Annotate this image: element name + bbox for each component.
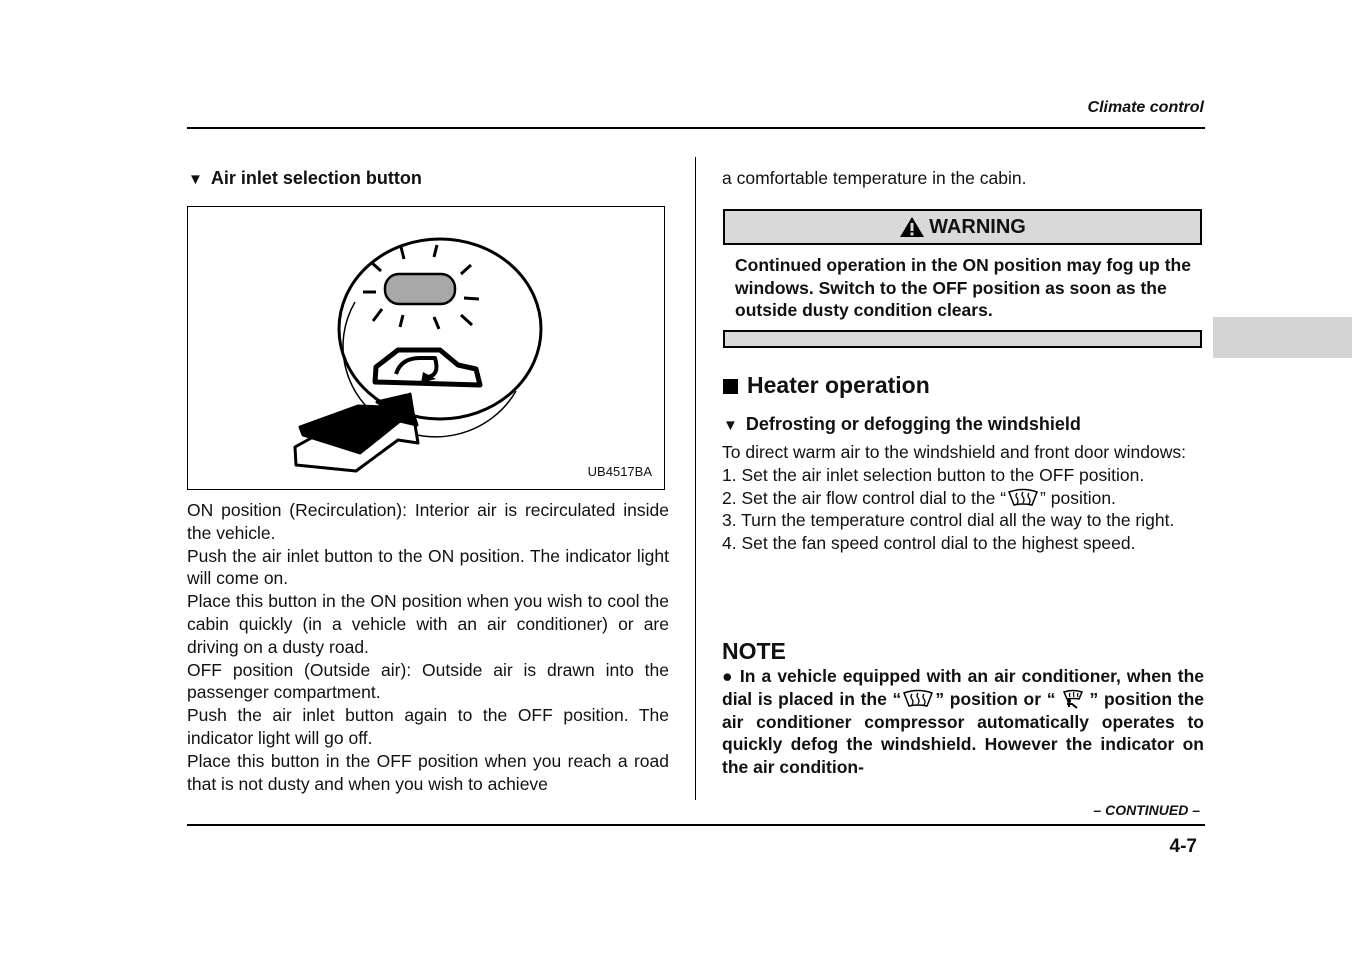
note-body <box>722 665 1204 779</box>
warning-bar <box>723 209 1202 245</box>
defrost-subheading-text: Defrosting or defogging the windshield <box>745 414 1081 434</box>
warning-end-bar <box>723 330 1202 348</box>
paragraph: Place this button in the ON position when you wish to cool the cabin quickly (in a vehicle with an air conditioner) or are driving on a dusty road. <box>187 591 669 657</box>
left-body-text <box>187 499 669 795</box>
triangle-marker-icon: ▼ <box>723 417 738 434</box>
defrost-steps <box>722 441 1204 555</box>
note-text <box>722 665 1204 779</box>
warning-triangle-icon <box>899 216 925 238</box>
paragraph: Place this button in the OFF position when you reach a road that is not dusty and when you wish to achieve <box>187 750 669 794</box>
step-3: 3. Turn the temperature control dial all the way to the right. <box>722 510 1175 531</box>
chapter-thumb-tab <box>1213 317 1352 358</box>
air-inlet-subheading <box>188 168 422 189</box>
note-heading: NOTE <box>722 638 786 664</box>
note-text-b: ” position or “ <box>935 688 1056 709</box>
air-inlet-button-illustration <box>188 207 664 489</box>
heater-operation-heading <box>723 372 930 399</box>
paragraph: ON position (Recirculation): Interior air is recirculated inside the vehicle. <box>187 500 669 543</box>
paragraph: Push the air inlet button to the ON position. The indicator light will come on. <box>187 545 669 589</box>
figure-code: UB4517BA <box>587 464 652 479</box>
defrost-floor-icon <box>1056 689 1090 709</box>
continued-sentence: a comfortable temperature in the cabin. <box>722 168 1027 188</box>
defrost-subheading <box>723 414 1081 435</box>
note-text-c: ” position the air conditioner compressor automatically operates to quickly defog the windshield. However the indicator on the air condition- <box>722 688 1204 778</box>
indicator-lamp <box>385 274 455 304</box>
continued-label: – CONTINUED – <box>1093 802 1200 818</box>
running-header-title: Climate control <box>1087 99 1204 116</box>
column-divider <box>695 157 696 800</box>
warning-text: Continued operation in the ON position may fog up the windows. Switch to the OFF position as soon as the outside dusty condition clears. <box>735 255 1191 321</box>
square-bullet-icon <box>723 379 738 394</box>
paragraph: OFF position (Outside air): Outside air is drawn into the passenger compartment. <box>187 659 669 703</box>
air-inlet-subheading-text: Air inlet selection button <box>210 168 422 188</box>
triangle-marker-icon: ▼ <box>188 171 203 188</box>
step-2-text-end: ” position. <box>1040 487 1116 508</box>
page-number: 4-7 <box>1169 836 1197 857</box>
air-inlet-button-figure <box>187 206 665 490</box>
paragraph: Push the air inlet button again to the OFF position. The indicator light will go off. <box>187 705 669 748</box>
heater-operation-heading-text: Heater operation <box>747 372 930 398</box>
footer-rule <box>187 824 1205 826</box>
step-4: 4. Set the fan speed control dial to the highest speed. <box>722 533 1136 554</box>
step-2-text: 2. Set the air flow control dial to the “ <box>722 487 1007 508</box>
header-rule <box>187 127 1205 129</box>
warning-label: WARNING <box>929 216 1026 238</box>
step-2 <box>722 487 1204 510</box>
step-1: 1. Set the air inlet selection button to the OFF position. <box>722 464 1145 485</box>
note-text-a: In a vehicle equipped with an air conditioner, when the dial is placed in the “ <box>722 666 1204 709</box>
bullet-icon: ● <box>722 666 734 686</box>
intro-paragraph: To direct warm air to the windshield and front door windows: <box>722 442 1186 462</box>
defrost-icon <box>1006 488 1040 508</box>
defrost-icon <box>901 689 935 709</box>
